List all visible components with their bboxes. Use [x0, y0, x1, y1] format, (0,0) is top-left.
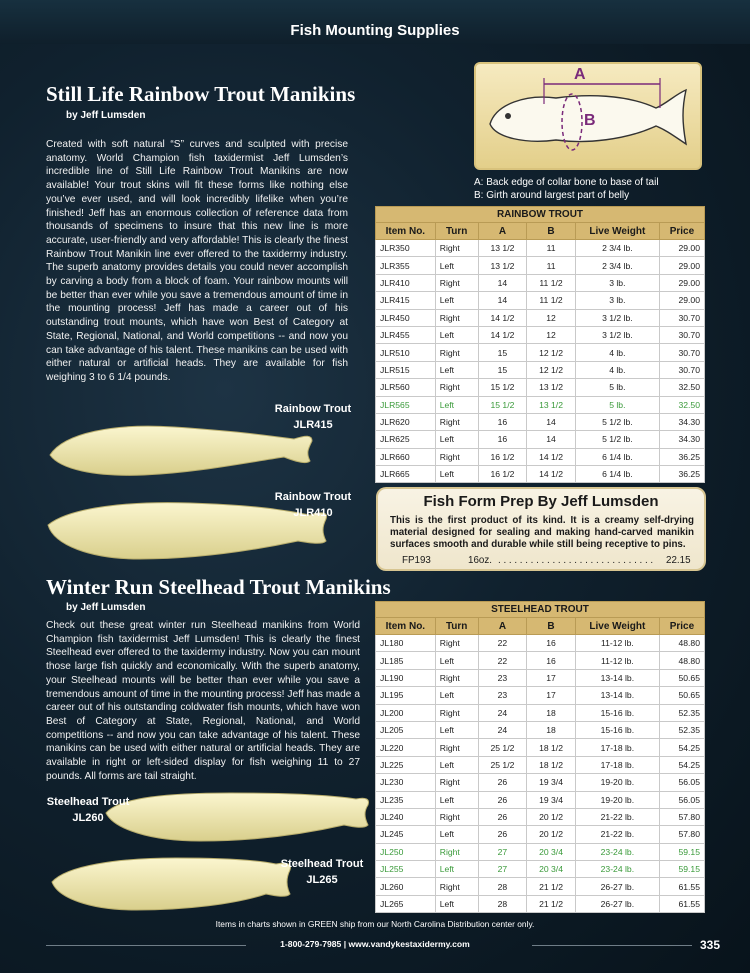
table-row [376, 739, 705, 756]
table-cell: 20 1/2 [527, 826, 576, 843]
table-cell: 14 1/2 [527, 466, 576, 483]
table-cell: 56.05 [659, 774, 704, 791]
table-cell: JLR415 [376, 292, 436, 309]
table-cell: 5 lb. [575, 396, 659, 413]
table-row [376, 379, 705, 396]
column-header: Item No. [376, 223, 436, 240]
table-cell: JL245 [376, 826, 436, 843]
table-cell: 54.25 [659, 739, 704, 756]
diagram-label-b: B [584, 112, 596, 129]
table-header-row [376, 223, 705, 240]
table-cell: 20 3/4 [527, 843, 576, 860]
table-cell: 36.25 [659, 448, 704, 465]
table-cell: Left [435, 756, 478, 773]
table-cell: 13 1/2 [478, 240, 527, 257]
table-cell: 26 [478, 808, 527, 825]
table-cell: 14 1/2 [478, 326, 527, 343]
table-cell: Right [435, 739, 478, 756]
table-cell: 22 [478, 652, 527, 669]
column-header: Price [659, 223, 704, 240]
table-cell: 48.80 [659, 635, 704, 652]
table-cell: 13-14 lb. [575, 687, 659, 704]
table-cell: Left [435, 895, 478, 912]
table-row [376, 843, 705, 860]
table-cell: 18 [527, 721, 576, 738]
table-cell: JL230 [376, 774, 436, 791]
table-cell: 14 1/2 [527, 448, 576, 465]
table-cell: Left [435, 466, 478, 483]
table-caption: RAINBOW TROUT [376, 207, 705, 223]
prep-leader: . . . . . . . . . . . . . . . . . . . . . . . . . . . . . [498, 555, 654, 566]
measurement-diagram [474, 62, 702, 170]
table-cell: 19-20 lb. [575, 774, 659, 791]
table-cell: 23 [478, 669, 527, 686]
table-cell: JLR560 [376, 379, 436, 396]
table-row [376, 257, 705, 274]
rainbow-fig2-label [260, 489, 366, 521]
table-cell: Left [435, 361, 478, 378]
table-cell: 14 [478, 274, 527, 291]
table-row [376, 704, 705, 721]
table-cell: Left [435, 396, 478, 413]
table-row [376, 774, 705, 791]
column-header: Live Weight [575, 618, 659, 635]
table-cell: 56.05 [659, 791, 704, 808]
table-cell: 14 [527, 431, 576, 448]
table-row [376, 326, 705, 343]
table-cell: Left [435, 687, 478, 704]
table-cell: 4 lb. [575, 344, 659, 361]
table-cell: 5 1/2 lb. [575, 431, 659, 448]
table-row [376, 756, 705, 773]
table-cell: Right [435, 774, 478, 791]
table-cell: 11 1/2 [527, 274, 576, 291]
table-cell: Left [435, 861, 478, 878]
table-cell: 16 [478, 413, 527, 430]
table-cell: JL220 [376, 739, 436, 756]
table-cell: JL205 [376, 721, 436, 738]
table-cell: 11-12 lb. [575, 652, 659, 669]
table-cell: 21-22 lb. [575, 808, 659, 825]
table-cell: 19 3/4 [527, 774, 576, 791]
table-cell: 3 1/2 lb. [575, 309, 659, 326]
table-cell: 5 lb. [575, 379, 659, 396]
table-cell: 19 3/4 [527, 791, 576, 808]
table-cell: 52.35 [659, 721, 704, 738]
table-cell: 20 1/2 [527, 808, 576, 825]
table-cell: 6 1/4 lb. [575, 448, 659, 465]
fig-label-line: JL265 [306, 874, 338, 886]
table-cell: JLR510 [376, 344, 436, 361]
table-cell: 23-24 lb. [575, 861, 659, 878]
steelhead-fig2-label [270, 856, 374, 888]
table-cell: 61.55 [659, 895, 704, 912]
table-cell: Right [435, 704, 478, 721]
table-cell: 16 1/2 [478, 466, 527, 483]
table-cell: 32.50 [659, 396, 704, 413]
table-cell: JLR410 [376, 274, 436, 291]
table-row [376, 808, 705, 825]
table-cell: 14 [478, 292, 527, 309]
table-cell: 52.35 [659, 704, 704, 721]
column-header: Turn [435, 223, 478, 240]
table-cell: 29.00 [659, 292, 704, 309]
table-cell: 18 1/2 [527, 739, 576, 756]
table-cell: 17-18 lb. [575, 756, 659, 773]
table-cell: JL265 [376, 895, 436, 912]
table-cell: 11 [527, 240, 576, 257]
table-cell: 11-12 lb. [575, 635, 659, 652]
table-cell: 13-14 lb. [575, 669, 659, 686]
steelhead-fig1-label [36, 794, 140, 826]
prep-description: This is the first product of its kind. It is a creamy self-drying material designed for sealing and making hand-carved manikin surfaces smooth and durable while still being receptive to pins. [390, 515, 694, 550]
table-cell: 12 [527, 309, 576, 326]
table-cell: Left [435, 257, 478, 274]
table-row [376, 448, 705, 465]
table-cell: Right [435, 808, 478, 825]
table-cell: 15 [478, 344, 527, 361]
table-cell: 57.80 [659, 826, 704, 843]
table-cell: 24 [478, 721, 527, 738]
table-cell: 30.70 [659, 361, 704, 378]
table-cell: 21 1/2 [527, 878, 576, 895]
table-cell: Right [435, 413, 478, 430]
table-cell: Left [435, 292, 478, 309]
table-row [376, 344, 705, 361]
rainbow-section-title: Still Life Rainbow Trout Manikins [46, 82, 356, 106]
table-cell: 27 [478, 861, 527, 878]
table-cell: 57.80 [659, 808, 704, 825]
prep-price: 22.15 [666, 555, 691, 566]
table-row [376, 309, 705, 326]
table-cell: 11 1/2 [527, 292, 576, 309]
table-cell: JLR625 [376, 431, 436, 448]
table-cell: 18 [527, 704, 576, 721]
table-cell: JLR350 [376, 240, 436, 257]
column-header: Price [659, 618, 704, 635]
table-cell: 2 3/4 lb. [575, 257, 659, 274]
table-cell: Right [435, 669, 478, 686]
column-header: B [527, 223, 576, 240]
table-cell: 61.55 [659, 878, 704, 895]
table-cell: 3 lb. [575, 292, 659, 309]
table-cell: Right [435, 309, 478, 326]
table-cell: Left [435, 826, 478, 843]
table-cell: 26-27 lb. [575, 895, 659, 912]
table-cell: 27 [478, 843, 527, 860]
table-cell: 23 [478, 687, 527, 704]
table-row [376, 687, 705, 704]
table-cell: Left [435, 721, 478, 738]
table-cell: 29.00 [659, 240, 704, 257]
table-cell: 13 1/2 [527, 379, 576, 396]
table-cell: 15 1/2 [478, 396, 527, 413]
table-cell: 28 [478, 895, 527, 912]
table-cell: 18 1/2 [527, 756, 576, 773]
rainbow-trout-table [375, 206, 705, 483]
table-cell: 30.70 [659, 326, 704, 343]
table-cell: JLR565 [376, 396, 436, 413]
column-header: Live Weight [575, 223, 659, 240]
table-cell: 26 [478, 826, 527, 843]
table-cell: JL260 [376, 878, 436, 895]
table-row [376, 878, 705, 895]
column-header: B [527, 618, 576, 635]
table-row [376, 396, 705, 413]
table-cell: Right [435, 448, 478, 465]
table-row [376, 895, 705, 912]
fig-label-line: Rainbow Trout [274, 491, 352, 503]
table-cell: 6 1/4 lb. [575, 466, 659, 483]
table-cell: 30.70 [659, 309, 704, 326]
table-cell: Right [435, 344, 478, 361]
steelhead-manikin-image-2 [46, 852, 296, 916]
table-cell: 5 1/2 lb. [575, 413, 659, 430]
table-cell: 3 lb. [575, 274, 659, 291]
table-row [376, 361, 705, 378]
table-row [376, 292, 705, 309]
table-cell: 48.80 [659, 652, 704, 669]
table-cell: Right [435, 274, 478, 291]
rainbow-description: Created with soft natural “S” curves and sculpted with precise anatomy. World Champion fish taxidermist Jeff Lumsden’s incredible line of Still Life Rainbow Trout Manikins are now available! Your trout skins will fit these forms like nothing else you’ve ever used, and will look incredibly lifelike when you’re finished! Jeff has an enormous collection of reference data from thousands of specimens to insure that this new line is more accurate, user-friendly and very affordable! This is clearly the finest Rainbow Trout Manikin line ever offered to the taxidermy industry. The superb anatomy provides details you could never accomplish by carving a body from a block of foam. Your rainbow mounts will be better than ever while you save a tremendous amount of time in the mounting process! Jeff has made a career out of his outstanding trout mounts, which have won Best of Category at State, Regional, National, and World competitions -- and now you can take advantage of his talent. These manikins can be used with either natural or artificial heads. They are available for fish weighing 3 to 6 1/4 pounds. [46, 139, 348, 383]
table-caption: STEELHEAD TROUT [376, 602, 705, 618]
table-cell: 17 [527, 687, 576, 704]
table-cell: 30.70 [659, 344, 704, 361]
table-cell: JLR515 [376, 361, 436, 378]
table-cell: 21-22 lb. [575, 826, 659, 843]
column-header: Item No. [376, 618, 436, 635]
prep-item-no: FP193 [402, 555, 431, 566]
table-row [376, 240, 705, 257]
table-cell: 16 [527, 652, 576, 669]
table-cell: 50.65 [659, 687, 704, 704]
table-cell: 16 1/2 [478, 448, 527, 465]
table-cell: JL190 [376, 669, 436, 686]
fig-label-line: JLR415 [293, 419, 333, 431]
table-cell: 23-24 lb. [575, 843, 659, 860]
legend-b: B: Girth around largest part of belly [474, 190, 630, 201]
table-cell: Left [435, 652, 478, 669]
table-cell: 15 [478, 361, 527, 378]
table-cell: 3 1/2 lb. [575, 326, 659, 343]
table-cell: JLR620 [376, 413, 436, 430]
steelhead-manikin-image-1 [100, 785, 372, 847]
green-items-note: Items in charts shown in GREEN ship from our North Carolina Distribution center only. [215, 919, 535, 929]
table-cell: Right [435, 379, 478, 396]
table-header-row [376, 618, 705, 635]
table-row [376, 466, 705, 483]
table-cell: Right [435, 878, 478, 895]
table-cell: Right [435, 843, 478, 860]
rainbow-byline: by Jeff Lumsden [66, 110, 146, 121]
fig-label-line: Steelhead Trout [280, 858, 364, 870]
table-cell: 28 [478, 878, 527, 895]
table-cell: 13 1/2 [478, 257, 527, 274]
table-cell: 22 [478, 635, 527, 652]
table-cell: 12 1/2 [527, 361, 576, 378]
fig-label-line: JL260 [72, 812, 104, 824]
table-row [376, 791, 705, 808]
table-cell: JL200 [376, 704, 436, 721]
prep-title: Fish Form Prep By Jeff Lumsden [423, 493, 659, 510]
table-cell: JL240 [376, 808, 436, 825]
page-number: 335 [700, 938, 721, 952]
table-cell: 29.00 [659, 274, 704, 291]
table-cell: 29.00 [659, 257, 704, 274]
diagram-label-a: A [574, 66, 586, 83]
table-cell: 13 1/2 [527, 396, 576, 413]
table-cell: 24 [478, 704, 527, 721]
table-cell: JL235 [376, 791, 436, 808]
table-cell: 14 [527, 413, 576, 430]
table-row [376, 431, 705, 448]
rainbow-fig1-label [260, 401, 366, 433]
table-cell: JLR455 [376, 326, 436, 343]
prep-size: 16oz. [468, 555, 492, 566]
table-cell: 15-16 lb. [575, 704, 659, 721]
table-cell: Right [435, 635, 478, 652]
table-cell: 50.65 [659, 669, 704, 686]
table-cell: 17 [527, 669, 576, 686]
table-cell: 26 [478, 774, 527, 791]
table-cell: Left [435, 326, 478, 343]
table-cell: JLR355 [376, 257, 436, 274]
table-cell: 19-20 lb. [575, 791, 659, 808]
table-cell: 4 lb. [575, 361, 659, 378]
table-cell: 21 1/2 [527, 895, 576, 912]
table-cell: JL255 [376, 861, 436, 878]
table-cell: 15-16 lb. [575, 721, 659, 738]
column-header: A [478, 223, 527, 240]
table-row [376, 826, 705, 843]
table-cell: JLR660 [376, 448, 436, 465]
table-cell: 59.15 [659, 861, 704, 878]
table-cell: 20 3/4 [527, 861, 576, 878]
table-cell: 11 [527, 257, 576, 274]
table-cell: 34.30 [659, 413, 704, 430]
table-row [376, 274, 705, 291]
table-cell: JL195 [376, 687, 436, 704]
table-row [376, 861, 705, 878]
table-cell: JLR665 [376, 466, 436, 483]
steelhead-trout-table [375, 601, 705, 913]
table-cell: 2 3/4 lb. [575, 240, 659, 257]
fish-form-prep-box [376, 487, 706, 571]
table-cell: JL250 [376, 843, 436, 860]
table-cell: 26-27 lb. [575, 878, 659, 895]
table-cell: 15 1/2 [478, 379, 527, 396]
table-cell: JL225 [376, 756, 436, 773]
table-row [376, 669, 705, 686]
steelhead-section-title: Winter Run Steelhead Trout Manikins [46, 575, 391, 599]
table-cell: 59.15 [659, 843, 704, 860]
fig-label-line: JLR410 [293, 507, 333, 519]
table-row [376, 721, 705, 738]
table-cell: Left [435, 791, 478, 808]
table-cell: 25 1/2 [478, 739, 527, 756]
table-row [376, 413, 705, 430]
table-cell: 12 [527, 326, 576, 343]
column-header: A [478, 618, 527, 635]
table-row [376, 635, 705, 652]
column-header: Turn [435, 618, 478, 635]
fig-label-line: Rainbow Trout [274, 403, 352, 415]
table-cell: JLR450 [376, 309, 436, 326]
table-cell: 54.25 [659, 756, 704, 773]
table-cell: JL185 [376, 652, 436, 669]
table-cell: Right [435, 240, 478, 257]
table-cell: 14 1/2 [478, 309, 527, 326]
legend-a: A: Back edge of collar bone to base of tail [474, 177, 659, 188]
table-cell: 16 [478, 431, 527, 448]
table-cell: 16 [527, 635, 576, 652]
footer-contact: 1-800-279-7985 | www.vandykestaxidermy.com [280, 939, 470, 949]
page-header-title: Fish Mounting Supplies [290, 22, 460, 39]
steelhead-description: Check out these great winter run Steelhead manikins from World Champion fish taxidermist Jeff Lumsden! This is clearly the finest Steelhead ever offered to the taxidermy industry. Now you can mount those large fish quickly and economically. With the superb anatomy, your Steelhead mounts will be better than ever while you save a tremendous amount of time in the mounting process! Jeff has made a career out of his outstanding coldwater fish mounts, which have won Best of Category at State, Regional, National, and World competitions -- and now you can take advantage of his talent. These manikins can be used with either natural or artificial heads. They are available in right or left-sided display for fish weighing 11 to 27 pounds. All forms are tail straight. [46, 620, 360, 782]
fig-label-line: Steelhead Trout [46, 796, 130, 808]
steelhead-byline: by Jeff Lumsden [66, 602, 146, 613]
table-cell: JL180 [376, 635, 436, 652]
table-cell: Left [435, 431, 478, 448]
table-cell: 12 1/2 [527, 344, 576, 361]
table-cell: 26 [478, 791, 527, 808]
table-cell: 17-18 lb. [575, 739, 659, 756]
table-row [376, 652, 705, 669]
table-cell: 25 1/2 [478, 756, 527, 773]
table-cell: 36.25 [659, 466, 704, 483]
table-cell: 34.30 [659, 431, 704, 448]
table-cell: 32.50 [659, 379, 704, 396]
